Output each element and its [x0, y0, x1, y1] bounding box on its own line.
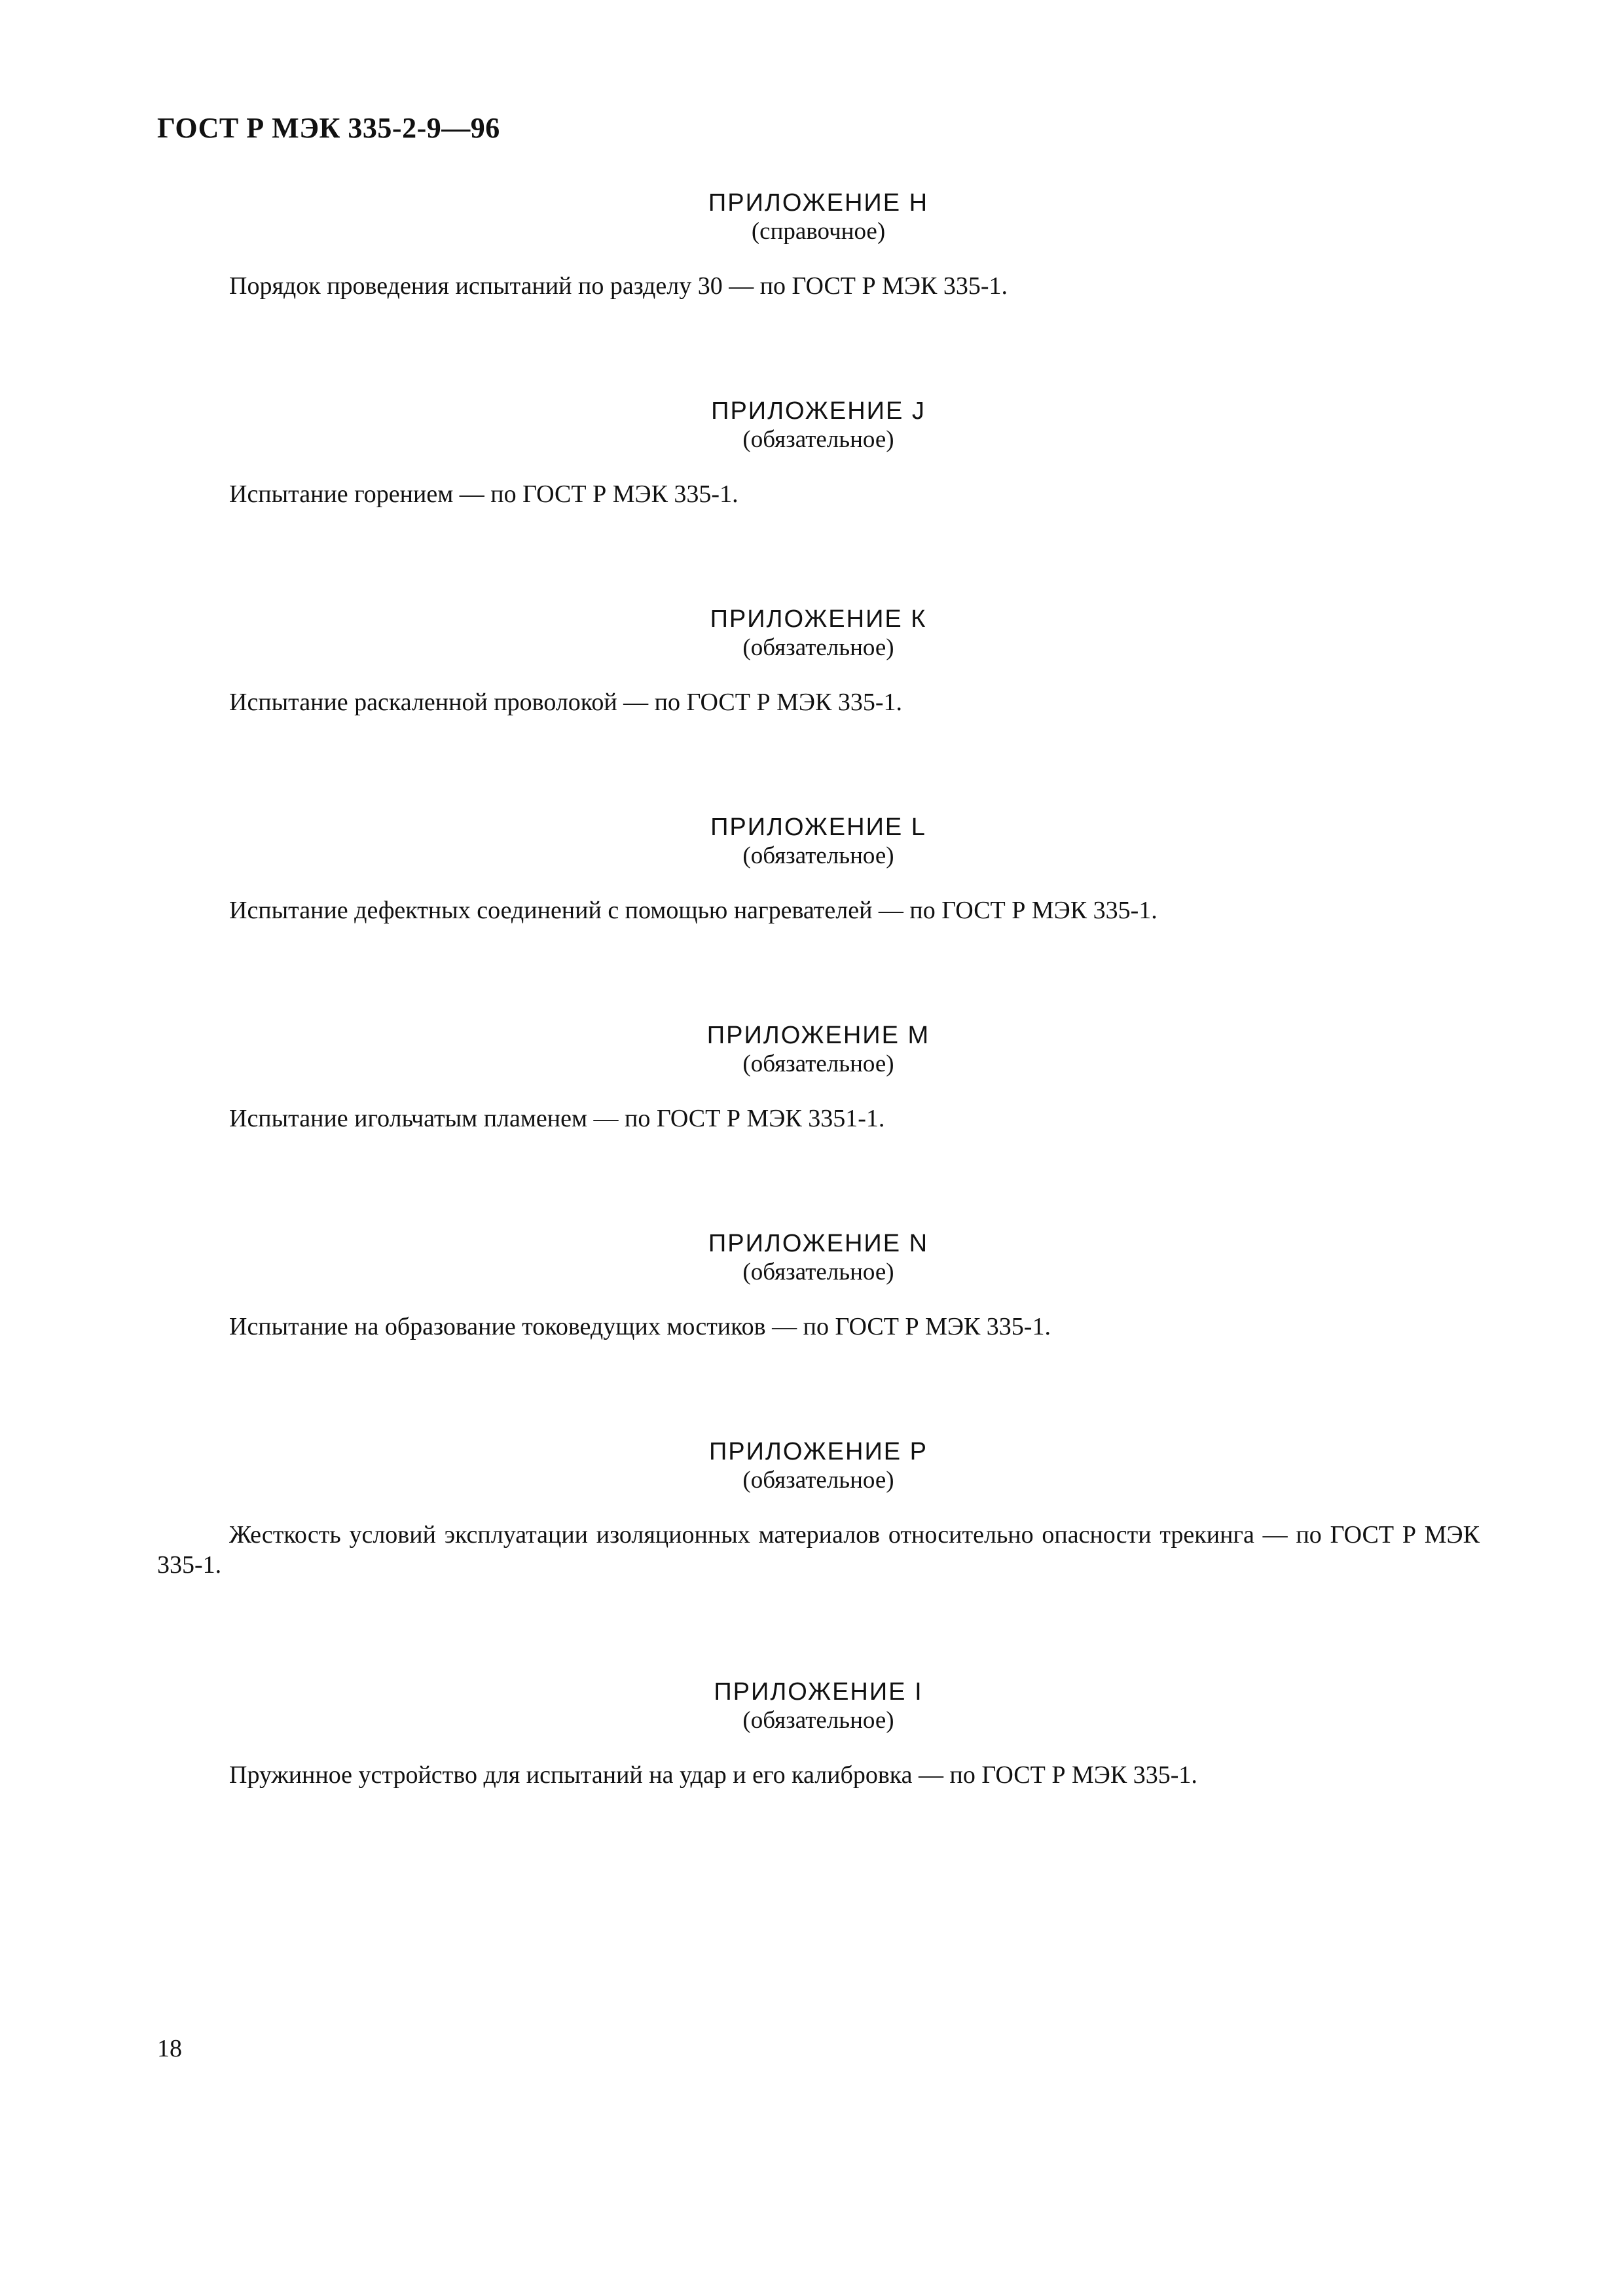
appendix-text: Пружинное устройство для испытаний на удар и его калибровка — по ГОСТ Р МЭК 335-1.	[229, 1761, 1197, 1789]
appendix-title: ПРИЛОЖЕНИЕ К	[710, 605, 927, 633]
appendix-title: ПРИЛОЖЕНИЕ Р	[708, 1438, 928, 1465]
appendix-n	[157, 1229, 1480, 1342]
appendix-status: (обязательное)	[742, 634, 894, 661]
appendix-h	[157, 188, 1480, 301]
appendix-status: (обязательное)	[742, 1707, 894, 1734]
appendix-text: Порядок проведения испытаний по разделу 30 — по ГОСТ Р МЭК 335-1.	[229, 272, 1008, 300]
appendix-i	[157, 1677, 1480, 1790]
appendix-title: ПРИЛОЖЕНИЕ N	[708, 1230, 929, 1257]
appendix-text: Испытание на образование токоведущих мостиков — по ГОСТ Р МЭК 335-1.	[229, 1313, 1051, 1340]
appendix-p	[157, 1437, 1480, 1580]
appendix-text: Испытание раскаленной проволокой — по ГОСТ Р МЭК 335-1.	[229, 689, 902, 716]
appendix-title: ПРИЛОЖЕНИЕ М	[706, 1022, 930, 1049]
appendix-title: ПРИЛОЖЕНИЕ I	[714, 1678, 923, 1706]
appendix-status: (справочное)	[751, 218, 886, 245]
appendix-status: (обязательное)	[742, 1259, 894, 1285]
appendix-title: ПРИЛОЖЕНИЕ J	[711, 397, 926, 425]
appendix-status: (обязательное)	[742, 842, 894, 869]
appendix-status: (обязательное)	[742, 1050, 894, 1077]
appendix-text: Испытание игольчатым пламенем — по ГОСТ Р МЭК 3351-1.	[229, 1105, 885, 1132]
appendix-text: Испытание дефектных соединений с помощью нагревателей — по ГОСТ Р МЭК 335-1.	[229, 897, 1158, 924]
appendix-title: ПРИЛОЖЕНИЕ Н	[708, 189, 929, 217]
appendix-status: (обязательное)	[742, 426, 894, 453]
appendix-text: Жесткость условий эксплуатации изоляционных материалов относительно опасности трекинга — по ГОСТ Р МЭК 335-1.	[157, 1521, 1480, 1579]
appendix-text: Испытание горением — по ГОСТ Р МЭК 335-1.	[229, 480, 739, 508]
appendix-status: (обязательное)	[742, 1467, 894, 1494]
appendix-title: ПРИЛОЖЕНИЕ L	[710, 814, 926, 841]
appendix-m	[157, 1021, 1480, 1134]
document-code-header: ГОСТ Р МЭК 335-2-9—96	[157, 112, 500, 144]
page-number: 18	[157, 2035, 182, 2062]
appendix-l	[157, 813, 1480, 925]
appendix-k	[157, 605, 1480, 717]
appendix-j	[157, 397, 1480, 509]
